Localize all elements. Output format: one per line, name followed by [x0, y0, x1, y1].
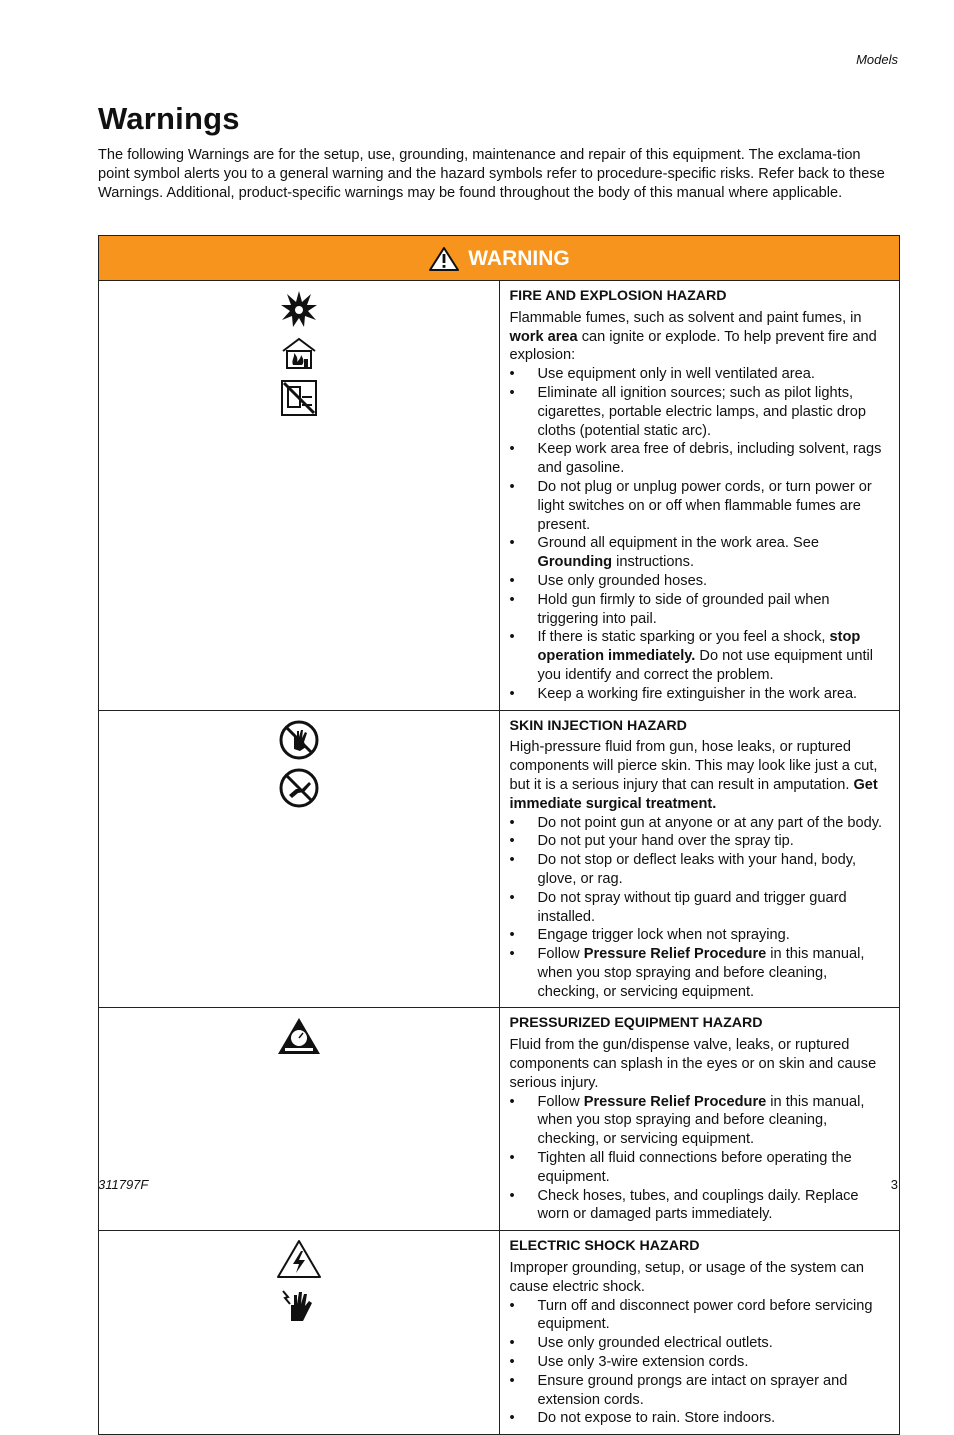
bullet-item: • Ensure ground prongs are intact on sprayer and extension cords. [510, 1372, 890, 1410]
bullet-item: • Keep work area free of debris, including solvent, rags and gasoline. [510, 440, 890, 478]
hazard-bullets [510, 365, 890, 703]
bullet-item: • If there is static sparking or you feel a shock, stop operation immediately. Do not use equipment until you identify and correct the problem. [510, 628, 890, 684]
bullet-item: • Follow Pressure Relief Procedure in this manual, when you stop spraying and before cleaning, checking, or servicing equipment. [510, 1093, 890, 1149]
bullet-item: • Engage trigger lock when not spraying. [510, 926, 890, 945]
bullet-item: • Turn off and disconnect power cord before servicing equipment. [510, 1297, 890, 1335]
hazard-row-skin-injection [99, 710, 900, 1008]
hazard-bullets [510, 1093, 890, 1225]
hazard-title: ELECTRIC SHOCK HAZARD [509, 1238, 700, 1255]
bullet-item: • Do not put your hand over the spray tip. [510, 832, 890, 851]
hazard-text [499, 1231, 900, 1435]
running-header-section: Models [856, 52, 898, 67]
hazard-row-fire-explosion [99, 281, 900, 711]
hazard-icons [99, 1231, 500, 1435]
bullet-item: • Tighten all fluid connections before operating the equipment. [510, 1149, 890, 1187]
hazard-icons [99, 281, 500, 711]
warning-banner-label: WARNING [468, 247, 570, 270]
hazard-bullets [510, 814, 890, 1002]
bullet-item: • Do not plug or unplug power cords, or turn power or light switches on or off when flammable fumes are present. [510, 478, 890, 534]
document-number: 311797F [98, 1177, 149, 1192]
page-number: 3 [890, 1177, 898, 1192]
bullet-item: • Do not expose to rain. Store indoors. [510, 1409, 890, 1428]
pressure-gauge-warning-icon [276, 1016, 322, 1056]
bullet-item: • Eliminate all ignition sources; such as pilot lights, cigarettes, portable electric lamps, and plastic drop cloths (potential static arc). [510, 384, 890, 440]
hazard-bullets [510, 1297, 890, 1429]
hazard-description: Improper grounding, setup, or usage of the system can cause electric shock. [509, 1260, 865, 1295]
hazard-icons [99, 710, 500, 1008]
intro-paragraph: The following Warnings are for the setup, use, grounding, maintenance and repair of this equipment. The exclama-tion point symbol alerts you to a general warning and the hazard symbols refer to procedure-specific risks. Refer back to these Warnings. Additional, product-specific warnings may be found throughout the body of this manual where applicable. [98, 147, 885, 201]
no-smoking-spark-icon [278, 377, 320, 419]
bullet-item: • Hold gun firmly to side of grounded pail when triggering into pail. [510, 591, 890, 629]
hazard-text [499, 1008, 900, 1231]
shocked-hand-icon [279, 1285, 319, 1325]
bullet-item: • Use only grounded electrical outlets. [510, 1334, 890, 1353]
hazard-row-pressurized-equipment [99, 1008, 900, 1231]
bullet-item: • Keep a working fire extinguisher in the work area. [510, 685, 890, 704]
bullet-item: • Check hoses, tubes, and couplings daily. Replace worn or damaged parts immediately. [510, 1187, 890, 1225]
bullet-item: • Use equipment only in well ventilated area. [510, 365, 890, 384]
bullet-item: • Do not point gun at anyone or at any part of the body. [510, 814, 890, 833]
exclamation-triangle-icon [428, 246, 460, 272]
hazard-title: PRESSURIZED EQUIPMENT HAZARD [509, 1015, 763, 1032]
no-hand-over-tip-icon [278, 719, 320, 761]
hazard-text [499, 281, 900, 711]
bullet-item: • Use only 3-wire extension cords. [510, 1353, 890, 1372]
hazard-icons [99, 1008, 500, 1231]
fire-house-icon [279, 335, 319, 371]
explosion-icon [280, 289, 318, 329]
hazard-description: High-pressure fluid from gun, hose leaks, or ruptured components will pierce skin. This may look like just a cut, but it is a serious injury that can result in amputation. Get immediate surgical treatment. [509, 739, 878, 812]
lightning-triangle-icon [276, 1239, 322, 1279]
no-point-gun-icon [278, 767, 320, 809]
hazard-title: SKIN INJECTION HAZARD [509, 717, 687, 734]
hazard-title: FIRE AND EXPLOSION HAZARD [509, 288, 727, 304]
bullet-item: • Do not stop or deflect leaks with your hand, body, glove, or rag. [510, 851, 890, 889]
hazard-row-electric-shock [99, 1231, 900, 1435]
warnings-table [98, 235, 900, 1435]
bullet-item: • Ground all equipment in the work area. See Grounding instructions. [510, 534, 890, 572]
bullet-item: • Follow Pressure Relief Procedure in this manual, when you stop spraying and before cleaning, checking, or servicing equipment. [510, 945, 890, 1001]
warning-banner [99, 236, 900, 281]
page-title: Warnings [98, 101, 240, 136]
bullet-item: • Use only grounded hoses. [510, 572, 890, 591]
bullet-item: • Do not spray without tip guard and trigger guard installed. [510, 889, 890, 927]
warning-banner-row [99, 236, 900, 281]
hazard-description: Flammable fumes, such as solvent and paint fumes, in work area can ignite or explode. To help prevent fire and explosion: [509, 309, 877, 364]
hazard-text [499, 710, 900, 1008]
hazard-description: Fluid from the gun/dispense valve, leaks, or ruptured components can splash in the eyes or on skin and cause serious injury. [509, 1037, 877, 1091]
